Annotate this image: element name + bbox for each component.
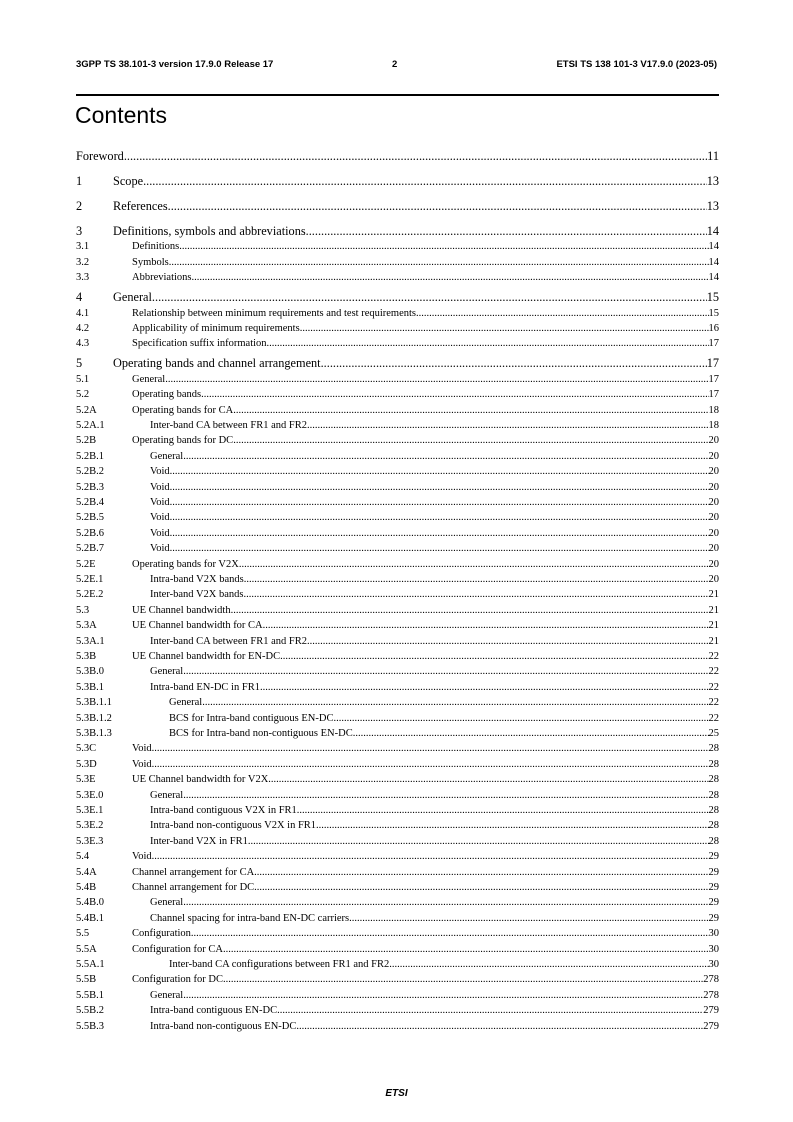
- toc-entry-page: 17: [708, 389, 719, 401]
- toc-entry-page: 28: [708, 835, 719, 847]
- toc-entry-number: 5.2E.2: [76, 589, 104, 601]
- toc-dot-leader: [333, 713, 708, 725]
- toc-entry-number: 3.3: [76, 272, 90, 284]
- toc-entry-title: Void: [150, 466, 170, 478]
- toc-dot-leader: [152, 743, 709, 755]
- toc-entry-number: 5.2E.1: [76, 574, 104, 585]
- toc-entry[interactable]: [76, 725, 719, 740]
- toc-entry-page: 17: [708, 373, 719, 385]
- toc-entry[interactable]: [76, 269, 719, 284]
- toc-entry-title: UE Channel bandwidth: [132, 604, 231, 616]
- toc-entry-title: UE Channel bandwidth for EN-DC: [132, 651, 281, 662]
- toc-entry[interactable]: [76, 289, 719, 304]
- toc-entry-number: 5.3B.0: [76, 666, 105, 678]
- toc-entry-number: 2: [76, 199, 83, 213]
- toc-entry-page: 21: [708, 635, 719, 647]
- toc-entry-number: 5.5B.1: [76, 989, 105, 1001]
- toc-dot-leader: [152, 759, 709, 771]
- toc-entry-number: 5.4B: [76, 882, 97, 893]
- toc-entry[interactable]: [76, 740, 719, 755]
- toc-entry-number: 5.3E.1: [76, 805, 104, 816]
- toc-entry-title: Void: [150, 512, 170, 524]
- toc-entry-number: 5.3B.1.3: [76, 728, 112, 739]
- toc-entry-number: 5.2B.6: [76, 527, 105, 539]
- toc-entry-page: 13: [706, 174, 719, 188]
- toc-entry-number: 5.4A: [76, 866, 97, 878]
- toc-dot-leader: [179, 241, 708, 253]
- toc-entry[interactable]: [76, 787, 719, 802]
- toc-entry[interactable]: [76, 817, 719, 832]
- toc-dot-leader: [170, 512, 709, 524]
- toc-entry[interactable]: [76, 371, 719, 386]
- toc-dot-leader: [268, 774, 708, 786]
- toc-dot-leader: [170, 466, 709, 478]
- toc-entry-page: 22: [708, 651, 719, 662]
- toc-entry-title: UE Channel bandwidth for CA: [132, 620, 263, 632]
- toc-entry-page: 28: [708, 820, 719, 832]
- toc-entry-page: 15: [706, 290, 719, 305]
- toc-entry-number: 5.3E: [76, 774, 96, 786]
- toc-dot-leader: [233, 435, 708, 447]
- toc-entry-number: 5.2B.4: [76, 497, 105, 508]
- toc-dot-leader: [416, 308, 708, 320]
- toc-entry-title: Intra-band contiguous EN-DC: [150, 1005, 278, 1017]
- toc-entry[interactable]: [76, 586, 719, 601]
- toc-entry-title: Operating bands and channel arrangement: [113, 356, 321, 371]
- toc-entry[interactable]: [76, 402, 719, 417]
- toc-entry-page: 20: [708, 466, 719, 478]
- toc-entry-title: General: [150, 666, 184, 678]
- toc-entry[interactable]: [76, 971, 719, 986]
- toc-entry-number: 5.3D: [76, 758, 97, 770]
- toc-dot-leader: [170, 497, 709, 509]
- toc-entry-page: 28: [708, 774, 719, 786]
- toc-entry-title: Intra-band V2X bands: [150, 574, 244, 585]
- toc-dot-leader: [297, 805, 709, 817]
- toc-entry-page: 20: [708, 558, 719, 570]
- toc-dot-leader: [389, 959, 708, 971]
- toc-entry[interactable]: [76, 335, 719, 350]
- toc-dot-leader: [183, 666, 708, 678]
- toc-entry-page: 30: [708, 928, 719, 940]
- toc-entry-title: Foreword: [76, 149, 124, 163]
- toc-entry-title: Definitions, symbols and abbreviations: [113, 224, 306, 238]
- toc-entry-page: 22: [708, 712, 719, 724]
- toc-entry-title: General: [132, 373, 166, 385]
- toc-dot-leader: [244, 589, 709, 601]
- toc-entry-title: General: [150, 450, 184, 462]
- toc-entry[interactable]: [76, 802, 719, 817]
- toc-entry-page: 11: [707, 149, 719, 163]
- toc-entry-title: Void: [132, 758, 152, 770]
- toc-entry-number: 5.3B.1.2: [76, 712, 112, 724]
- toc-entry-page: 14: [708, 241, 719, 253]
- toc-entry-title: Inter-band V2X bands: [150, 589, 244, 601]
- toc-entry-title: General: [150, 989, 184, 1001]
- toc-entry-number: 4: [76, 290, 83, 305]
- toc-entry[interactable]: [76, 910, 719, 925]
- toc-dot-leader: [170, 543, 709, 555]
- toc-entry-title: Channel arrangement for CA: [132, 866, 255, 878]
- toc-entry[interactable]: [76, 386, 719, 401]
- toc-entry[interactable]: [76, 556, 719, 571]
- toc-entry-title: Void: [132, 743, 152, 755]
- toc-entry-page: 279: [703, 1005, 719, 1017]
- toc-entry[interactable]: [76, 525, 719, 540]
- toc-dot-leader: [152, 290, 707, 304]
- toc-entry-page: 22: [708, 697, 719, 709]
- toc-entry-page: 278: [703, 974, 719, 986]
- toc-entry-number: 5.2B: [76, 435, 97, 447]
- toc-entry-number: 1: [76, 174, 83, 188]
- page-title: Contents: [75, 102, 168, 128]
- toc-entry-number: 5.5A.1: [76, 959, 105, 970]
- toc-entry-page: 30: [708, 943, 719, 955]
- toc-entry[interactable]: [76, 833, 719, 848]
- toc-entry-page: 20: [708, 574, 719, 585]
- toc-entry-title: Channel arrangement for DC: [132, 882, 255, 893]
- toc-entry-number: 5.2: [76, 389, 90, 401]
- toc-dot-leader: [349, 913, 708, 925]
- toc-entry-title: Void: [150, 497, 170, 508]
- toc-entry-number: 5.5B.3: [76, 1020, 105, 1032]
- toc-entry[interactable]: [76, 987, 719, 1002]
- toc-entry-title: Void: [150, 527, 170, 539]
- toc-entry-title: References: [113, 199, 168, 213]
- toc-entry-page: 28: [708, 805, 719, 816]
- toc-dot-leader: [277, 1005, 703, 1017]
- toc-entry[interactable]: [76, 494, 719, 509]
- toc-entry-title: General: [150, 897, 184, 909]
- toc-entry[interactable]: [76, 417, 719, 432]
- toc-entry-page: 20: [708, 543, 719, 555]
- toc-entry-page: 16: [708, 323, 719, 334]
- toc-entry[interactable]: [76, 463, 719, 478]
- toc-entry-number: 5.3E.2: [76, 820, 104, 832]
- toc-entry-page: 29: [708, 912, 719, 924]
- toc-dot-leader: [223, 974, 703, 986]
- toc-entry[interactable]: [76, 540, 719, 555]
- toc-entry-title: Applicability of minimum requirements: [132, 323, 300, 334]
- toc-entry-page: 18: [708, 404, 719, 416]
- toc-entry-page: 25: [708, 728, 719, 739]
- toc-dot-leader: [169, 257, 709, 269]
- toc-entry-number: 5.3A: [76, 620, 97, 632]
- toc-entry-number: 5.2E: [76, 558, 96, 570]
- toc-entry[interactable]: [76, 633, 719, 648]
- toc-entry-number: 5.3E.3: [76, 835, 104, 847]
- toc-entry-title: Abbreviations: [132, 272, 192, 284]
- toc-entry[interactable]: [76, 617, 719, 632]
- toc-entry-title: General: [150, 789, 184, 801]
- toc-entry-number: 5.3E.0: [76, 789, 104, 801]
- toc-entry-page: 22: [708, 666, 719, 678]
- toc-entry-number: 5.5A: [76, 943, 97, 955]
- toc-entry[interactable]: [76, 941, 719, 956]
- toc-dot-leader: [183, 790, 708, 802]
- toc-dot-leader: [170, 482, 709, 494]
- toc-entry-title: Operating bands: [132, 389, 202, 401]
- toc-entry[interactable]: [76, 694, 719, 709]
- toc-entry-page: 29: [708, 882, 719, 893]
- toc-entry[interactable]: [76, 305, 719, 320]
- toc-entry[interactable]: [76, 925, 719, 940]
- toc-entry-number: 5.2B.5: [76, 512, 105, 524]
- toc-entry-title: BCS for Intra-band non-contiguous EN-DC: [169, 728, 353, 739]
- toc-entry-title: Intra-band non-contiguous V2X in FR1: [150, 820, 317, 832]
- toc-entry-title: Definitions: [132, 241, 180, 253]
- toc-entry[interactable]: [76, 848, 719, 863]
- toc-entry-title: Operating bands for DC: [132, 435, 234, 447]
- toc-entry-number: 5.3B.1.1: [76, 697, 112, 709]
- toc-entry-title: Scope: [113, 174, 144, 188]
- toc-entry-page: 29: [708, 897, 719, 909]
- toc-entry-title: BCS for Intra-band contiguous EN-DC: [169, 712, 334, 724]
- toc-entry[interactable]: [76, 448, 719, 463]
- toc-dot-leader: [223, 944, 709, 956]
- toc-dot-leader: [307, 636, 709, 648]
- toc-entry-title: General: [113, 290, 152, 305]
- toc-dot-leader: [263, 620, 709, 632]
- toc-entry-number: 3.1: [76, 241, 90, 253]
- toc-dot-leader: [248, 836, 709, 848]
- toc-entry-number: 4.3: [76, 338, 90, 350]
- toc-entry-number: 5.2A.1: [76, 420, 105, 431]
- toc-dot-leader: [192, 272, 709, 284]
- toc-entry-number: 5.3C: [76, 743, 97, 755]
- toc-entry-title: Relationship between minimum requirements and test requirements: [132, 307, 417, 319]
- toc-entry-title: General: [169, 697, 203, 709]
- toc-entry-title: Configuration: [132, 928, 191, 940]
- toc-dot-leader: [170, 528, 709, 540]
- toc-entry-title: Symbols: [132, 256, 169, 268]
- toc-entry-page: 279: [703, 1020, 719, 1032]
- toc-entry-title: Void: [132, 851, 152, 863]
- toc-entry-page: 15: [708, 307, 719, 319]
- toc-dot-leader: [280, 651, 708, 663]
- toc-dot-leader: [296, 1021, 703, 1033]
- toc-dot-leader: [124, 149, 707, 163]
- toc-entry-page: 20: [708, 497, 719, 508]
- toc-entry-page: 17: [706, 356, 719, 371]
- toc-entry-number: 5.2B.2: [76, 466, 105, 478]
- toc-entry-title: Operating bands for CA: [132, 404, 234, 416]
- toc-dot-leader: [260, 682, 709, 694]
- toc-entry[interactable]: [76, 756, 719, 771]
- toc-entry-page: 29: [708, 866, 719, 878]
- toc-entry-title: Intra-band non-contiguous EN-DC: [150, 1020, 297, 1032]
- toc-entry-page: 14: [706, 224, 719, 238]
- toc-entry-number: 5.3B.1: [76, 681, 105, 693]
- toc-entry[interactable]: [76, 663, 719, 678]
- toc-entry-number: 5.3: [76, 604, 90, 616]
- toc-entry-page: 21: [708, 620, 719, 632]
- toc-entry-number: 5.4B.0: [76, 897, 105, 909]
- toc-dot-leader: [244, 574, 709, 586]
- toc-dot-leader: [202, 697, 708, 709]
- toc-entry-title: UE Channel bandwidth for V2X: [132, 774, 269, 786]
- toc-entry-title: Inter-band CA between FR1 and FR2: [150, 635, 307, 647]
- toc-entry[interactable]: [76, 771, 719, 786]
- toc-entry-title: Inter-band V2X in FR1: [150, 835, 248, 847]
- toc-entry-title: Configuration for CA: [132, 943, 223, 955]
- toc-entry[interactable]: [76, 1002, 719, 1017]
- toc-dot-leader: [239, 559, 709, 571]
- toc-dot-leader: [143, 174, 707, 188]
- toc-entry-page: 20: [708, 435, 719, 447]
- toc-entry[interactable]: [76, 320, 719, 335]
- toc-entry-title: Intra-band EN-DC in FR1: [150, 681, 260, 693]
- toc-dot-leader: [316, 820, 708, 832]
- toc-dot-leader: [306, 224, 707, 238]
- toc-entry-page: 29: [708, 851, 719, 863]
- toc-dot-leader: [254, 882, 708, 894]
- toc-entry-number: 5.3B: [76, 651, 97, 662]
- toc-entry-title: Void: [150, 543, 170, 555]
- header-page-number: 2: [392, 59, 398, 70]
- toc-entry-number: 5.2A: [76, 404, 97, 416]
- toc-dot-leader: [201, 389, 708, 401]
- toc-entry[interactable]: [76, 679, 719, 694]
- toc-entry-page: 14: [708, 272, 719, 284]
- toc-entry[interactable]: [76, 479, 719, 494]
- toc-entry[interactable]: [76, 432, 719, 447]
- header-etsi-id: ETSI TS 138 101-3 V17.9.0 (2023-05): [556, 59, 717, 70]
- toc-entry[interactable]: [76, 648, 719, 663]
- toc-entry-number: 5.2B.1: [76, 450, 105, 462]
- toc-dot-leader: [183, 451, 708, 463]
- toc-entry-page: 28: [708, 789, 719, 801]
- toc-entry-number: 5.5B.2: [76, 1005, 105, 1017]
- toc-entry[interactable]: [76, 509, 719, 524]
- toc-dot-leader: [183, 990, 703, 1002]
- toc-entry-page: 22: [708, 681, 719, 693]
- toc-entry[interactable]: [76, 602, 719, 617]
- toc-dot-leader: [168, 199, 707, 213]
- toc-dot-leader: [254, 867, 708, 879]
- toc-entry-number: 5.5B: [76, 974, 97, 986]
- toc-entry-number: 5.4B.1: [76, 912, 105, 924]
- toc-entry-page: 278: [703, 989, 719, 1001]
- toc-dot-leader: [307, 420, 709, 432]
- toc-entry-number: 3.2: [76, 256, 90, 268]
- toc-entry[interactable]: [76, 879, 719, 894]
- toc-entry-title: Intra-band contiguous V2X in FR1: [150, 805, 297, 816]
- toc-entry-title: Void: [150, 481, 170, 493]
- toc-entry[interactable]: [76, 198, 719, 213]
- toc-dot-leader: [300, 323, 709, 335]
- toc-entry[interactable]: [76, 238, 719, 253]
- toc-entry-page: 14: [708, 256, 719, 268]
- toc-entry-page: 20: [708, 450, 719, 462]
- footer-etsi: ETSI: [385, 1088, 408, 1099]
- toc-entry[interactable]: [76, 894, 719, 909]
- toc-dot-leader: [321, 356, 707, 370]
- toc-entry-page: 30: [708, 959, 719, 970]
- toc-entry-page: 20: [708, 527, 719, 539]
- toc-dot-leader: [165, 374, 708, 386]
- toc-entry-title: Configuration for DC: [132, 974, 223, 986]
- header-rule: [76, 94, 719, 96]
- toc-entry-title: Inter-band CA between FR1 and FR2: [150, 420, 307, 431]
- toc-entry-page: 20: [708, 512, 719, 524]
- toc-dot-leader: [353, 728, 709, 740]
- toc-entry-number: 3: [76, 224, 83, 238]
- toc-entry-page: 21: [708, 604, 719, 616]
- toc-entry-title: Specification suffix information: [132, 338, 267, 350]
- toc-dot-leader: [152, 851, 709, 863]
- toc-entry-page: 28: [708, 743, 719, 755]
- toc-entry[interactable]: [76, 355, 719, 370]
- header-document-id: 3GPP TS 38.101-3 version 17.9.0 Release 17: [76, 59, 274, 70]
- toc-entry-page: 17: [708, 338, 719, 350]
- toc-entry[interactable]: [76, 571, 719, 586]
- toc-entry-number: 5.4: [76, 851, 90, 863]
- toc-entry-page: 13: [706, 199, 719, 213]
- toc-entry[interactable]: [76, 1018, 719, 1033]
- toc-entry[interactable]: [76, 864, 719, 879]
- toc-entry-number: 4.2: [76, 323, 90, 334]
- toc-entry[interactable]: [76, 223, 719, 238]
- toc-entry-page: 18: [708, 420, 719, 431]
- toc-dot-leader: [191, 928, 709, 940]
- toc-entry-number: 5.3A.1: [76, 635, 105, 647]
- toc-entry-number: 5.1: [76, 373, 90, 385]
- toc-entry-title: Inter-band CA configurations between FR1 and FR2: [169, 959, 390, 970]
- toc-entry[interactable]: [76, 173, 719, 188]
- toc-entry[interactable]: [76, 148, 719, 163]
- toc-entry[interactable]: [76, 710, 719, 725]
- toc-entry-number: 5.2B.7: [76, 543, 105, 555]
- toc-dot-leader: [231, 605, 709, 617]
- toc-entry-title: Channel spacing for intra-band EN-DC carriers: [150, 912, 350, 924]
- toc-entry-number: 4.1: [76, 307, 90, 319]
- toc-entry-title: Operating bands for V2X: [132, 558, 239, 570]
- toc-entry[interactable]: [76, 254, 719, 269]
- toc-dot-leader: [233, 405, 708, 417]
- toc-dot-leader: [267, 338, 709, 350]
- toc-entry[interactable]: [76, 956, 719, 971]
- toc-dot-leader: [183, 897, 708, 909]
- toc-entry-number: 5.2B.3: [76, 481, 105, 493]
- toc-entry-page: 20: [708, 481, 719, 493]
- toc-entry-number: 5.5: [76, 928, 90, 940]
- toc-entry-number: 5: [76, 356, 83, 371]
- toc-entry-page: 28: [708, 758, 719, 770]
- toc-entry-page: 21: [708, 589, 719, 601]
